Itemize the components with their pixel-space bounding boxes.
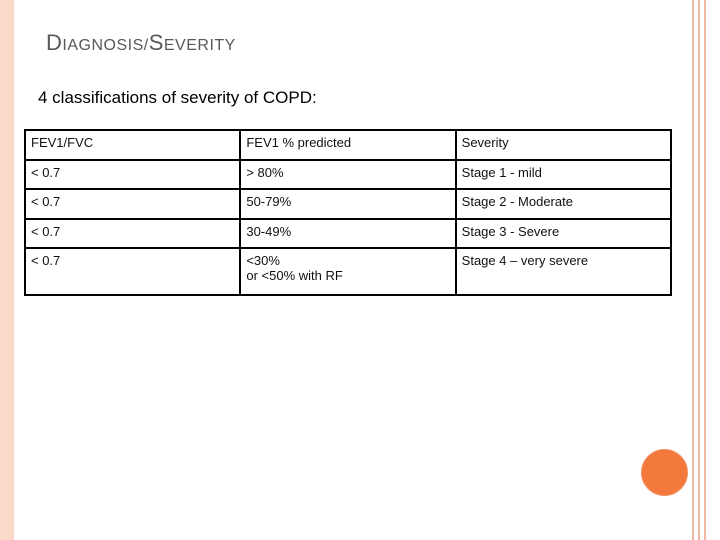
table-cell: < 0.7	[25, 219, 240, 249]
border-line	[698, 0, 700, 540]
table-cell: Stage 2 - Moderate	[456, 189, 671, 219]
table-cell: 30-49%	[240, 219, 455, 249]
table-row	[25, 248, 671, 295]
right-border-lines	[692, 0, 720, 540]
table-row	[25, 160, 671, 190]
header-cell: FEV1 % predicted	[240, 130, 455, 160]
border-line	[704, 0, 706, 540]
table-cell: > 80%	[240, 160, 455, 190]
left-border-stripe	[0, 0, 14, 540]
table-cell: < 0.7	[25, 160, 240, 190]
header-cell: FEV1/FVC	[25, 130, 240, 160]
title-initial: S	[148, 30, 164, 55]
table-cell: Stage 3 - Severe	[456, 219, 671, 249]
slide-title	[46, 30, 236, 56]
table-cell	[240, 248, 455, 295]
table-cell: Stage 1 - mild	[456, 160, 671, 190]
header-cell: Severity	[456, 130, 671, 160]
cell-line: or <50% with RF	[246, 268, 343, 284]
table-row	[25, 189, 671, 219]
slide-subtitle: 4 classifications of severity of COPD:	[38, 88, 317, 107]
table-cell: < 0.7	[25, 189, 240, 219]
table-header-row	[25, 130, 671, 160]
table-cell: Stage 4 – very severe	[456, 248, 671, 295]
table-row	[25, 219, 671, 249]
table-cell: < 0.7	[25, 248, 240, 295]
cell-line: <30%	[246, 253, 280, 269]
title-rest: IAGNOSIS/	[62, 37, 149, 54]
table-cell: 50-79%	[240, 189, 455, 219]
decorative-circle	[641, 449, 688, 496]
title-rest: EVERITY	[163, 37, 236, 54]
title-initial: D	[46, 30, 63, 55]
severity-table	[24, 129, 672, 296]
border-line	[692, 0, 694, 540]
